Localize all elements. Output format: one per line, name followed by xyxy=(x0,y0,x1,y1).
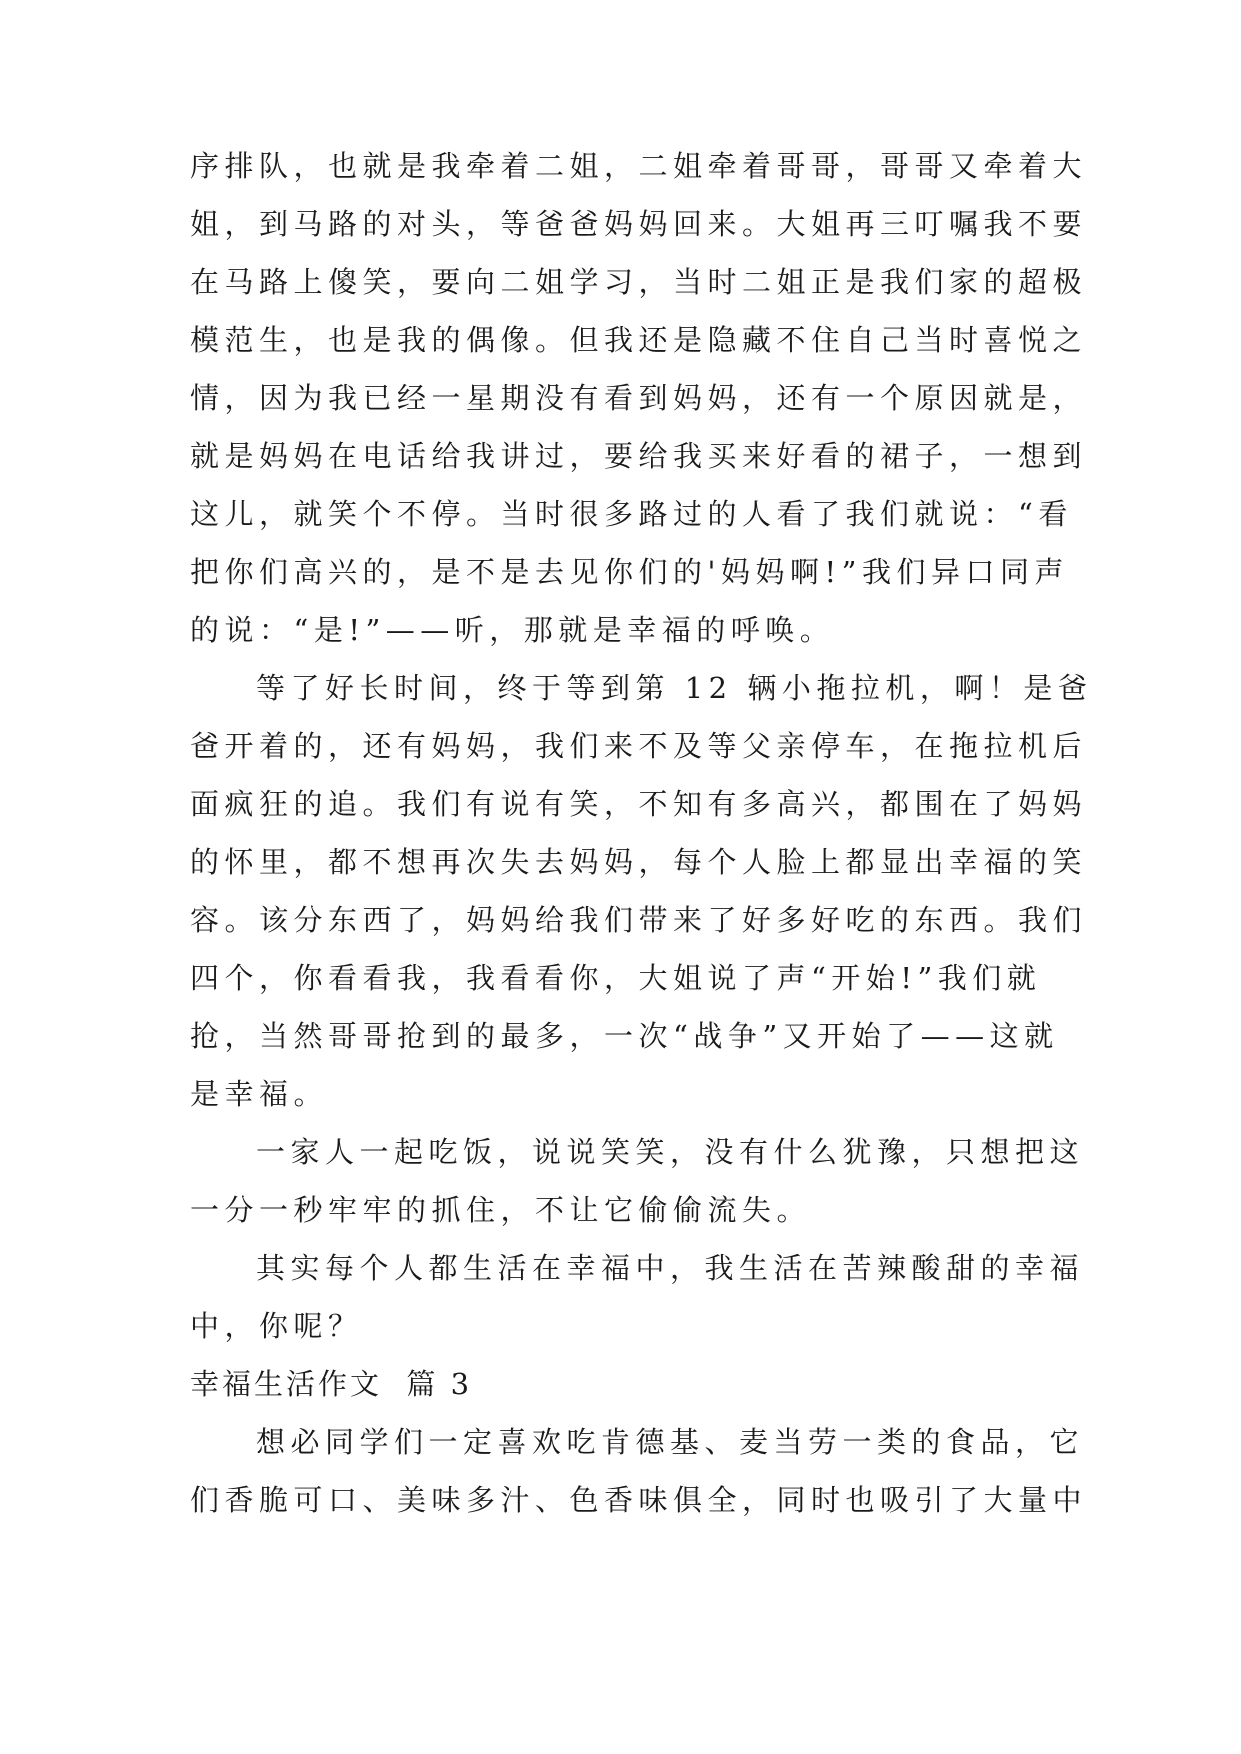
text-line: 其实每个人都生活在幸福中，我生活在苦辣酸甜的幸福 xyxy=(256,1251,1085,1285)
text-line: 模范生，也是我的偶像。但我还是隐藏不住自己当时喜悦之 xyxy=(190,323,1088,357)
text-line: 一家人一起吃饭，说说笑笑，没有什么犹豫，只想把这 xyxy=(256,1135,1085,1169)
text-line: 等了好长时间，终于等到第 12 辆小拖拉机，啊！是爸 xyxy=(256,671,1093,705)
text-line: 们香脆可口、美味多汁、色香味俱全，同时也吸引了大量中 xyxy=(190,1483,1088,1517)
text-line: 四个，你看看我，我看看你，大姐说了声“开始!”我们就 xyxy=(190,961,1042,995)
text-line: 面疯狂的追。我们有说有笑，不知有多高兴，都围在了妈妈 xyxy=(190,787,1088,821)
text-line: 是幸福。 xyxy=(190,1077,329,1111)
text-line: 中，你呢？ xyxy=(190,1309,363,1343)
document-page xyxy=(190,137,1093,1529)
section-heading: 幸福生活作文 篇 3 xyxy=(190,1367,473,1401)
article-body-continued xyxy=(190,1413,1088,1529)
text-line: 把你们高兴的，是不是去见你们的'妈妈啊!”我们异口同声 xyxy=(190,555,1069,589)
article-body xyxy=(190,137,1093,1355)
text-line: 容。该分东西了，妈妈给我们带来了好多好吃的东西。我们 xyxy=(190,903,1088,937)
text-line: 抢，当然哥哥抢到的最多，一次“战争”又开始了——这就 xyxy=(190,1019,1059,1053)
text-line: 的怀里，都不想再次失去妈妈，每个人脸上都显出幸福的笑 xyxy=(190,845,1088,879)
text-line: 这儿，就笑个不停。当时很多路过的人看了我们就说：“看 xyxy=(190,497,1073,531)
text-line: 想必同学们一定喜欢吃肯德基、麦当劳一类的食品，它 xyxy=(256,1425,1085,1459)
text-line: 一分一秒牢牢的抓住，不让它偷偷流失。 xyxy=(190,1193,812,1227)
text-line: 的说：“是!”——听，那就是幸福的呼唤。 xyxy=(190,613,835,647)
text-line: 序排队，也就是我牵着二姐，二姐牵着哥哥，哥哥又牵着大 xyxy=(190,149,1088,183)
text-line: 爸开着的，还有妈妈，我们来不及等父亲停车，在拖拉机后 xyxy=(190,729,1088,763)
text-line: 就是妈妈在电话给我讲过，要给我买来好看的裙子，一想到 xyxy=(190,439,1088,473)
text-line: 姐，到马路的对头，等爸爸妈妈回来。大姐再三叮嘱我不要 xyxy=(190,207,1088,241)
text-line: 在马路上傻笑，要向二姐学习，当时二姐正是我们家的超极 xyxy=(190,265,1088,299)
text-line: 情，因为我已经一星期没有看到妈妈，还有一个原因就是， xyxy=(190,381,1088,415)
